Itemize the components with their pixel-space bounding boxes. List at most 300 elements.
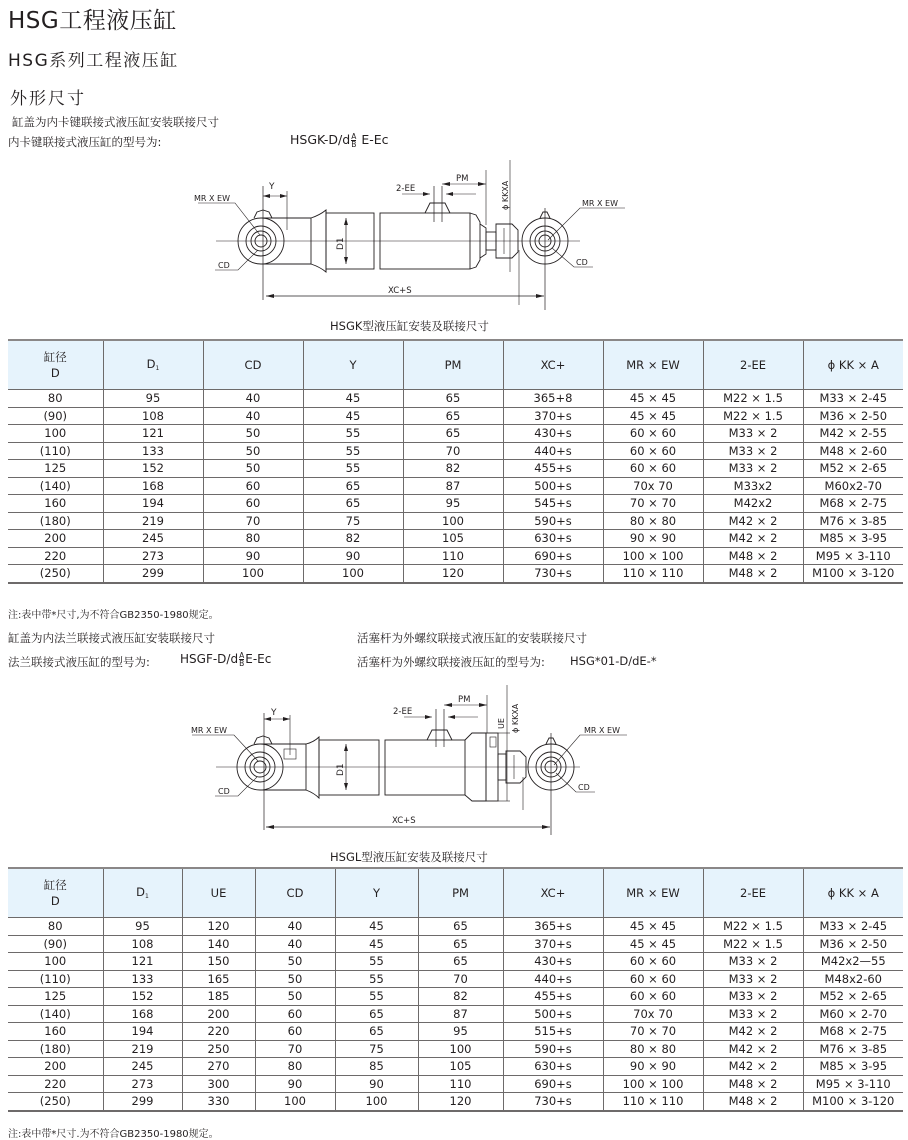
table-cell: (90) [8,407,103,425]
table-cell: 95 [103,390,203,408]
table-cell: M48 × 2 [703,565,803,583]
table-cell: M33 × 2 [703,1005,803,1023]
table-cell: 40 [203,407,303,425]
section2-right-model-code: HSG*01-D/dE-* [570,654,657,668]
table-row [8,477,903,495]
table-cell: 100 × 100 [603,547,703,565]
model-fraction [239,652,244,667]
table-header-row [8,868,903,918]
table-cell: 100 [8,425,103,443]
label-kkxa: ϕ KKXA [501,180,510,210]
table-cell: (250) [8,1093,103,1111]
table-cell: 45 × 45 [603,407,703,425]
table-cell: 200 [8,530,103,548]
table-cell: 100 [8,953,103,971]
col-pm: PM [403,340,503,390]
table-cell: 60 × 60 [603,442,703,460]
table-row [8,1093,903,1111]
label-cd-left: CD [218,261,230,270]
col-y: Y [303,340,403,390]
table-cell: M42 × 2 [703,1040,803,1058]
table-cell: 45 × 45 [603,918,703,936]
table-cell: 90 × 90 [603,530,703,548]
table-cell: 590+s [503,1040,603,1058]
table-cell: 430+s [503,425,603,443]
col-mr-ew: MR × EW [603,340,703,390]
table-header-row [8,340,903,390]
table-cell: 82 [303,530,403,548]
table-cell: 105 [418,1058,503,1076]
table-cell: 110 [403,547,503,565]
col-bore [8,868,103,918]
model-suffix: E-Ec [361,132,389,147]
table-cell: 299 [103,1093,182,1111]
table-cell: 87 [403,477,503,495]
table-cell: 70 × 70 [603,495,703,513]
table-cell: 110 × 110 [603,565,703,583]
table-cell: 273 [103,1075,182,1093]
table-cell: 140 [182,935,255,953]
table-cell: M33x2 [703,477,803,495]
fraction-bottom: B [351,140,357,149]
label-mr-ew-left: MR X EW [191,726,227,735]
section1-description: 缸盖为内卡键联接式液压缸安装联接尺寸 [12,115,219,129]
table-cell: M76 × 3-85 [803,1040,903,1058]
table-cell: 55 [335,953,418,971]
col-bore-label: 缸径 [43,350,67,364]
table-cell: 50 [203,460,303,478]
table-cell: 90 [255,1075,335,1093]
table-cell: 65 [418,935,503,953]
table-cell: M42 × 2-55 [803,425,903,443]
table-cell: 100 [335,1093,418,1111]
table-cell: 55 [303,460,403,478]
table-cell: 100 × 100 [603,1075,703,1093]
table-cell: 270 [182,1058,255,1076]
table-cell: 100 [255,1093,335,1111]
table-cell: 630+s [503,530,603,548]
section2-right-model-label: 活塞杆为外螺纹联接液压缸的型号为: [357,655,545,669]
table-cell: 105 [403,530,503,548]
table-cell: M95 × 3-110 [803,547,903,565]
table-cell: 152 [103,988,182,1006]
table-cell: 60 [203,495,303,513]
table-row [8,512,903,530]
table-cell: M33 × 2 [703,425,803,443]
table-cell: M52 × 2-65 [803,460,903,478]
table-row [8,1058,903,1076]
table-cell: (110) [8,442,103,460]
table-cell: 80 × 80 [603,1040,703,1058]
table-cell: 45 [303,407,403,425]
table-cell: 630+s [503,1058,603,1076]
label-pm: PM [458,695,471,705]
col-mr-ew: MR × EW [603,868,703,918]
table-cell: 365+8 [503,390,603,408]
table-cell: 65 [403,425,503,443]
table-cell: 100 [418,1040,503,1058]
table-cell: 250 [182,1040,255,1058]
label-y: Y [269,182,275,192]
table-cell: 100 [403,512,503,530]
table-cell: M48 × 2 [703,547,803,565]
table-cell: 220 [8,547,103,565]
table-cell: 90 [303,547,403,565]
section2-model-code [180,652,271,667]
table-cell: 515+s [503,1023,603,1041]
table-cell: 60 × 60 [603,988,703,1006]
table-cell: 45 [303,390,403,408]
table-cell: 330 [182,1093,255,1111]
table-cell: 75 [335,1040,418,1058]
label-mr-ew-left: MR X EW [194,194,230,203]
table-cell: 100 [203,565,303,583]
table-cell: M68 × 2-75 [803,1023,903,1041]
table-cell: (90) [8,935,103,953]
table-cell: M33 × 2 [703,970,803,988]
table-cell: 65 [418,918,503,936]
table-cell: 60 × 60 [603,460,703,478]
table-cell: M85 × 3-95 [803,530,903,548]
table-cell: M42x2 [703,495,803,513]
hsgl-cylinder-diagram [180,685,630,845]
table-cell: 65 [335,1023,418,1041]
table-cell: 60 [203,477,303,495]
col-pm: PM [418,868,503,918]
table-cell: M33 × 2 [703,988,803,1006]
label-cd-right: CD [578,783,590,792]
hsgk-cylinder-diagram [180,160,630,320]
table-row [8,1040,903,1058]
table-cell: 65 [335,1005,418,1023]
table-row [8,547,903,565]
table-row [8,495,903,513]
table-cell: 65 [403,390,503,408]
label-ue: UE [497,718,506,729]
label-2-ee: 2-EE [393,707,413,717]
table-cell: 60 × 60 [603,970,703,988]
table-cell: M22 × 1.5 [703,390,803,408]
table-cell: M36 × 2-50 [803,935,903,953]
table-cell: 500+s [503,1005,603,1023]
table-cell: 55 [335,988,418,1006]
col-d1 [103,868,182,918]
table-cell: 65 [303,495,403,513]
table-cell: 95 [103,918,182,936]
table-cell: 65 [403,407,503,425]
fraction-bottom: B [239,659,245,668]
table-cell: 220 [8,1075,103,1093]
table-cell: 60 [255,1023,335,1041]
table-cell: M100 × 3-120 [803,1093,903,1111]
table-cell: (140) [8,1005,103,1023]
table-cell: M76 × 3-85 [803,512,903,530]
section1-model-code [290,132,389,148]
table-cell: M33 × 2 [703,442,803,460]
col-2-ee: 2-EE [703,868,803,918]
table-cell: 730+s [503,565,603,583]
table-cell: 70 [418,970,503,988]
table-cell: 121 [103,953,182,971]
table-cell: 120 [182,918,255,936]
table-cell: 185 [182,988,255,1006]
table2-note: 注:表中带*尺寸.为不符合GB2350-1980规定。 [8,1129,219,1140]
table-cell: 133 [103,970,182,988]
label-mr-ew-right: MR X EW [582,199,618,208]
table-cell: M42 × 2 [703,1058,803,1076]
section2-left-model-label: 法兰联接式液压缸的型号为: [8,655,150,669]
table-cell: M52 × 2-65 [803,988,903,1006]
col-ue: UE [182,868,255,918]
col-d1-label: D [136,884,146,899]
table2-body [8,918,903,1111]
table-cell: 120 [403,565,503,583]
table-cell: 730+s [503,1093,603,1111]
hsgk-dimension-table [8,339,903,584]
label-d1: D1 [336,237,346,250]
table-cell: 60 × 60 [603,953,703,971]
table-cell: 245 [103,1058,182,1076]
table-cell: 125 [8,460,103,478]
table-cell: M60 × 2-70 [803,1005,903,1023]
table-cell: 219 [103,512,203,530]
table-cell: 60 [255,1005,335,1023]
table-row [8,565,903,583]
table-cell: 50 [255,970,335,988]
table-cell: 50 [203,425,303,443]
table-cell: 110 × 110 [603,1093,703,1111]
table-cell: (110) [8,970,103,988]
table-row [8,1075,903,1093]
table-cell: M85 × 3-95 [803,1058,903,1076]
table-cell: M100 × 3-120 [803,565,903,583]
table-cell: 121 [103,425,203,443]
table-row [8,988,903,1006]
table-cell: M48 × 2 [703,1093,803,1111]
table-cell: 70 [203,512,303,530]
table-cell: 430+s [503,953,603,971]
table-cell: (140) [8,477,103,495]
label-d1: D1 [336,763,346,776]
table-row [8,970,903,988]
col-d1 [103,340,203,390]
table-cell: 300 [182,1075,255,1093]
table-cell: 80 [203,530,303,548]
table-cell: M48x2-60 [803,970,903,988]
table-cell: 85 [335,1058,418,1076]
table1-note: 注:表中带*尺寸,为不符合GB2350-1980规定。 [8,610,219,621]
table-cell: 90 [335,1075,418,1093]
table-cell: 70x 70 [603,1005,703,1023]
table-cell: 80 × 80 [603,512,703,530]
page-subtitle: HSG系列工程液压缸 [8,51,179,71]
table-row [8,935,903,953]
table-cell: M22 × 1.5 [703,918,803,936]
col-kk-a: ϕ KK × A [803,340,903,390]
label-kkxa: ϕ KKXA [511,703,520,733]
table-cell: 273 [103,547,203,565]
table-cell: 40 [255,935,335,953]
hsgl-dimension-table [8,867,903,1112]
col-d1-label: D [146,356,156,371]
table-row [8,1023,903,1041]
table-cell: 440+s [503,970,603,988]
table-cell: 45 [335,935,418,953]
table1-body [8,390,903,583]
model-prefix: HSGF-D/d [180,652,239,666]
table-row [8,1005,903,1023]
table-cell: M33 × 2-45 [803,390,903,408]
table-cell: 220 [182,1023,255,1041]
table-cell: 160 [8,495,103,513]
table-cell: 50 [255,988,335,1006]
table-cell: 55 [335,970,418,988]
table-cell: 50 [255,953,335,971]
table-cell: 100 [303,565,403,583]
table-cell: M42x2—55 [803,953,903,971]
table-cell: 690+s [503,547,603,565]
table-cell: 219 [103,1040,182,1058]
col-d1-subscript: 1 [145,892,149,900]
section2-left-description: 缸盖为内法兰联接式液压缸安装联接尺寸 [8,631,215,645]
table-cell: 500+s [503,477,603,495]
table-cell: 245 [103,530,203,548]
model-fraction [351,133,356,148]
col-cd: CD [203,340,303,390]
label-mr-ew-right: MR X EW [584,726,620,735]
table-cell: 690+s [503,1075,603,1093]
table-cell: 90 [203,547,303,565]
table-cell: 95 [403,495,503,513]
table-cell: 160 [8,1023,103,1041]
col-bore-label: 缸径 [43,878,67,892]
section2-right-description: 活塞杆为外螺纹联接式液压缸的安装联接尺寸 [357,631,587,645]
table-cell: 70 [403,442,503,460]
section-heading: 外形尺寸 [10,89,86,109]
col-2-ee: 2-EE [703,340,803,390]
table-row [8,407,903,425]
table-cell: 108 [103,407,203,425]
fraction-top: A [239,651,245,660]
table-cell: 194 [103,495,203,513]
fraction-top: A [351,132,357,141]
col-bore-symbol: D [50,894,60,908]
table-cell: 45 [335,918,418,936]
table-cell: M42 × 2 [703,1023,803,1041]
table-cell: 165 [182,970,255,988]
table-cell: 133 [103,442,203,460]
table-cell: M33 × 2 [703,953,803,971]
label-cd-right: CD [576,258,588,267]
table-row [8,953,903,971]
table-cell: 125 [8,988,103,1006]
table-cell: 70x 70 [603,477,703,495]
table-cell: 365+s [503,918,603,936]
col-y: Y [335,868,418,918]
table-cell: M42 × 2 [703,530,803,548]
table-cell: 65 [303,477,403,495]
table-cell: 82 [403,460,503,478]
table-cell: M22 × 1.5 [703,935,803,953]
label-xc-s: XC+S [392,816,416,826]
table-cell: 75 [303,512,403,530]
table-cell: 370+s [503,407,603,425]
table-cell: 200 [182,1005,255,1023]
table-cell: (180) [8,1040,103,1058]
table-cell: M48 × 2 [703,1075,803,1093]
label-y: Y [271,708,277,718]
table-cell: 200 [8,1058,103,1076]
label-xc-s: XC+S [388,286,412,296]
label-pm: PM [456,174,469,184]
col-cd: CD [255,868,335,918]
table-row [8,425,903,443]
table-cell: 108 [103,935,182,953]
table-cell: 80 [8,918,103,936]
table-cell: M42 × 2 [703,512,803,530]
table-cell: 45 × 45 [603,390,703,408]
table-cell: (180) [8,512,103,530]
table-row [8,918,903,936]
table-cell: 82 [418,988,503,1006]
table-cell: 370+s [503,935,603,953]
table-cell: M95 × 3-110 [803,1075,903,1093]
table-cell: M33 × 2 [703,460,803,478]
table-cell: 55 [303,442,403,460]
table-cell: 50 [203,442,303,460]
table-cell: 65 [418,953,503,971]
table-cell: 40 [255,918,335,936]
table-cell: 168 [103,477,203,495]
diagram2-caption: HSGL型液压缸安装及联接尺寸 [330,850,488,864]
table-cell: 40 [203,390,303,408]
col-bore-symbol: D [50,366,60,380]
col-kk-a: ϕ KK × A [803,868,903,918]
table-row [8,530,903,548]
table-cell: M60x2-70 [803,477,903,495]
table-cell: 168 [103,1005,182,1023]
table-cell: 90 × 90 [603,1058,703,1076]
model-suffix: E-Ec [245,652,272,666]
table-cell: 150 [182,953,255,971]
table-cell: 55 [303,425,403,443]
table-row [8,460,903,478]
table-cell: M36 × 2-50 [803,407,903,425]
table-cell: M33 × 2-45 [803,918,903,936]
page-title: HSG工程液压缸 [8,8,177,34]
table-cell: (250) [8,565,103,583]
col-xc: XC+ [503,868,603,918]
col-d1-subscript: 1 [155,364,160,372]
table-cell: 60 × 60 [603,425,703,443]
table-cell: 80 [8,390,103,408]
table-cell: 440+s [503,442,603,460]
table-cell: 70 × 70 [603,1023,703,1041]
table-cell: 455+s [503,988,603,1006]
table-cell: 70 [255,1040,335,1058]
table-cell: 120 [418,1093,503,1111]
table-cell: 194 [103,1023,182,1041]
table-row [8,390,903,408]
table-cell: 152 [103,460,203,478]
table-cell: 590+s [503,512,603,530]
table-row [8,442,903,460]
model-prefix: HSGK-D/d [290,132,351,147]
table-cell: M22 × 1.5 [703,407,803,425]
table-cell: 455+s [503,460,603,478]
table-cell: 110 [418,1075,503,1093]
label-cd-left: CD [218,787,230,796]
